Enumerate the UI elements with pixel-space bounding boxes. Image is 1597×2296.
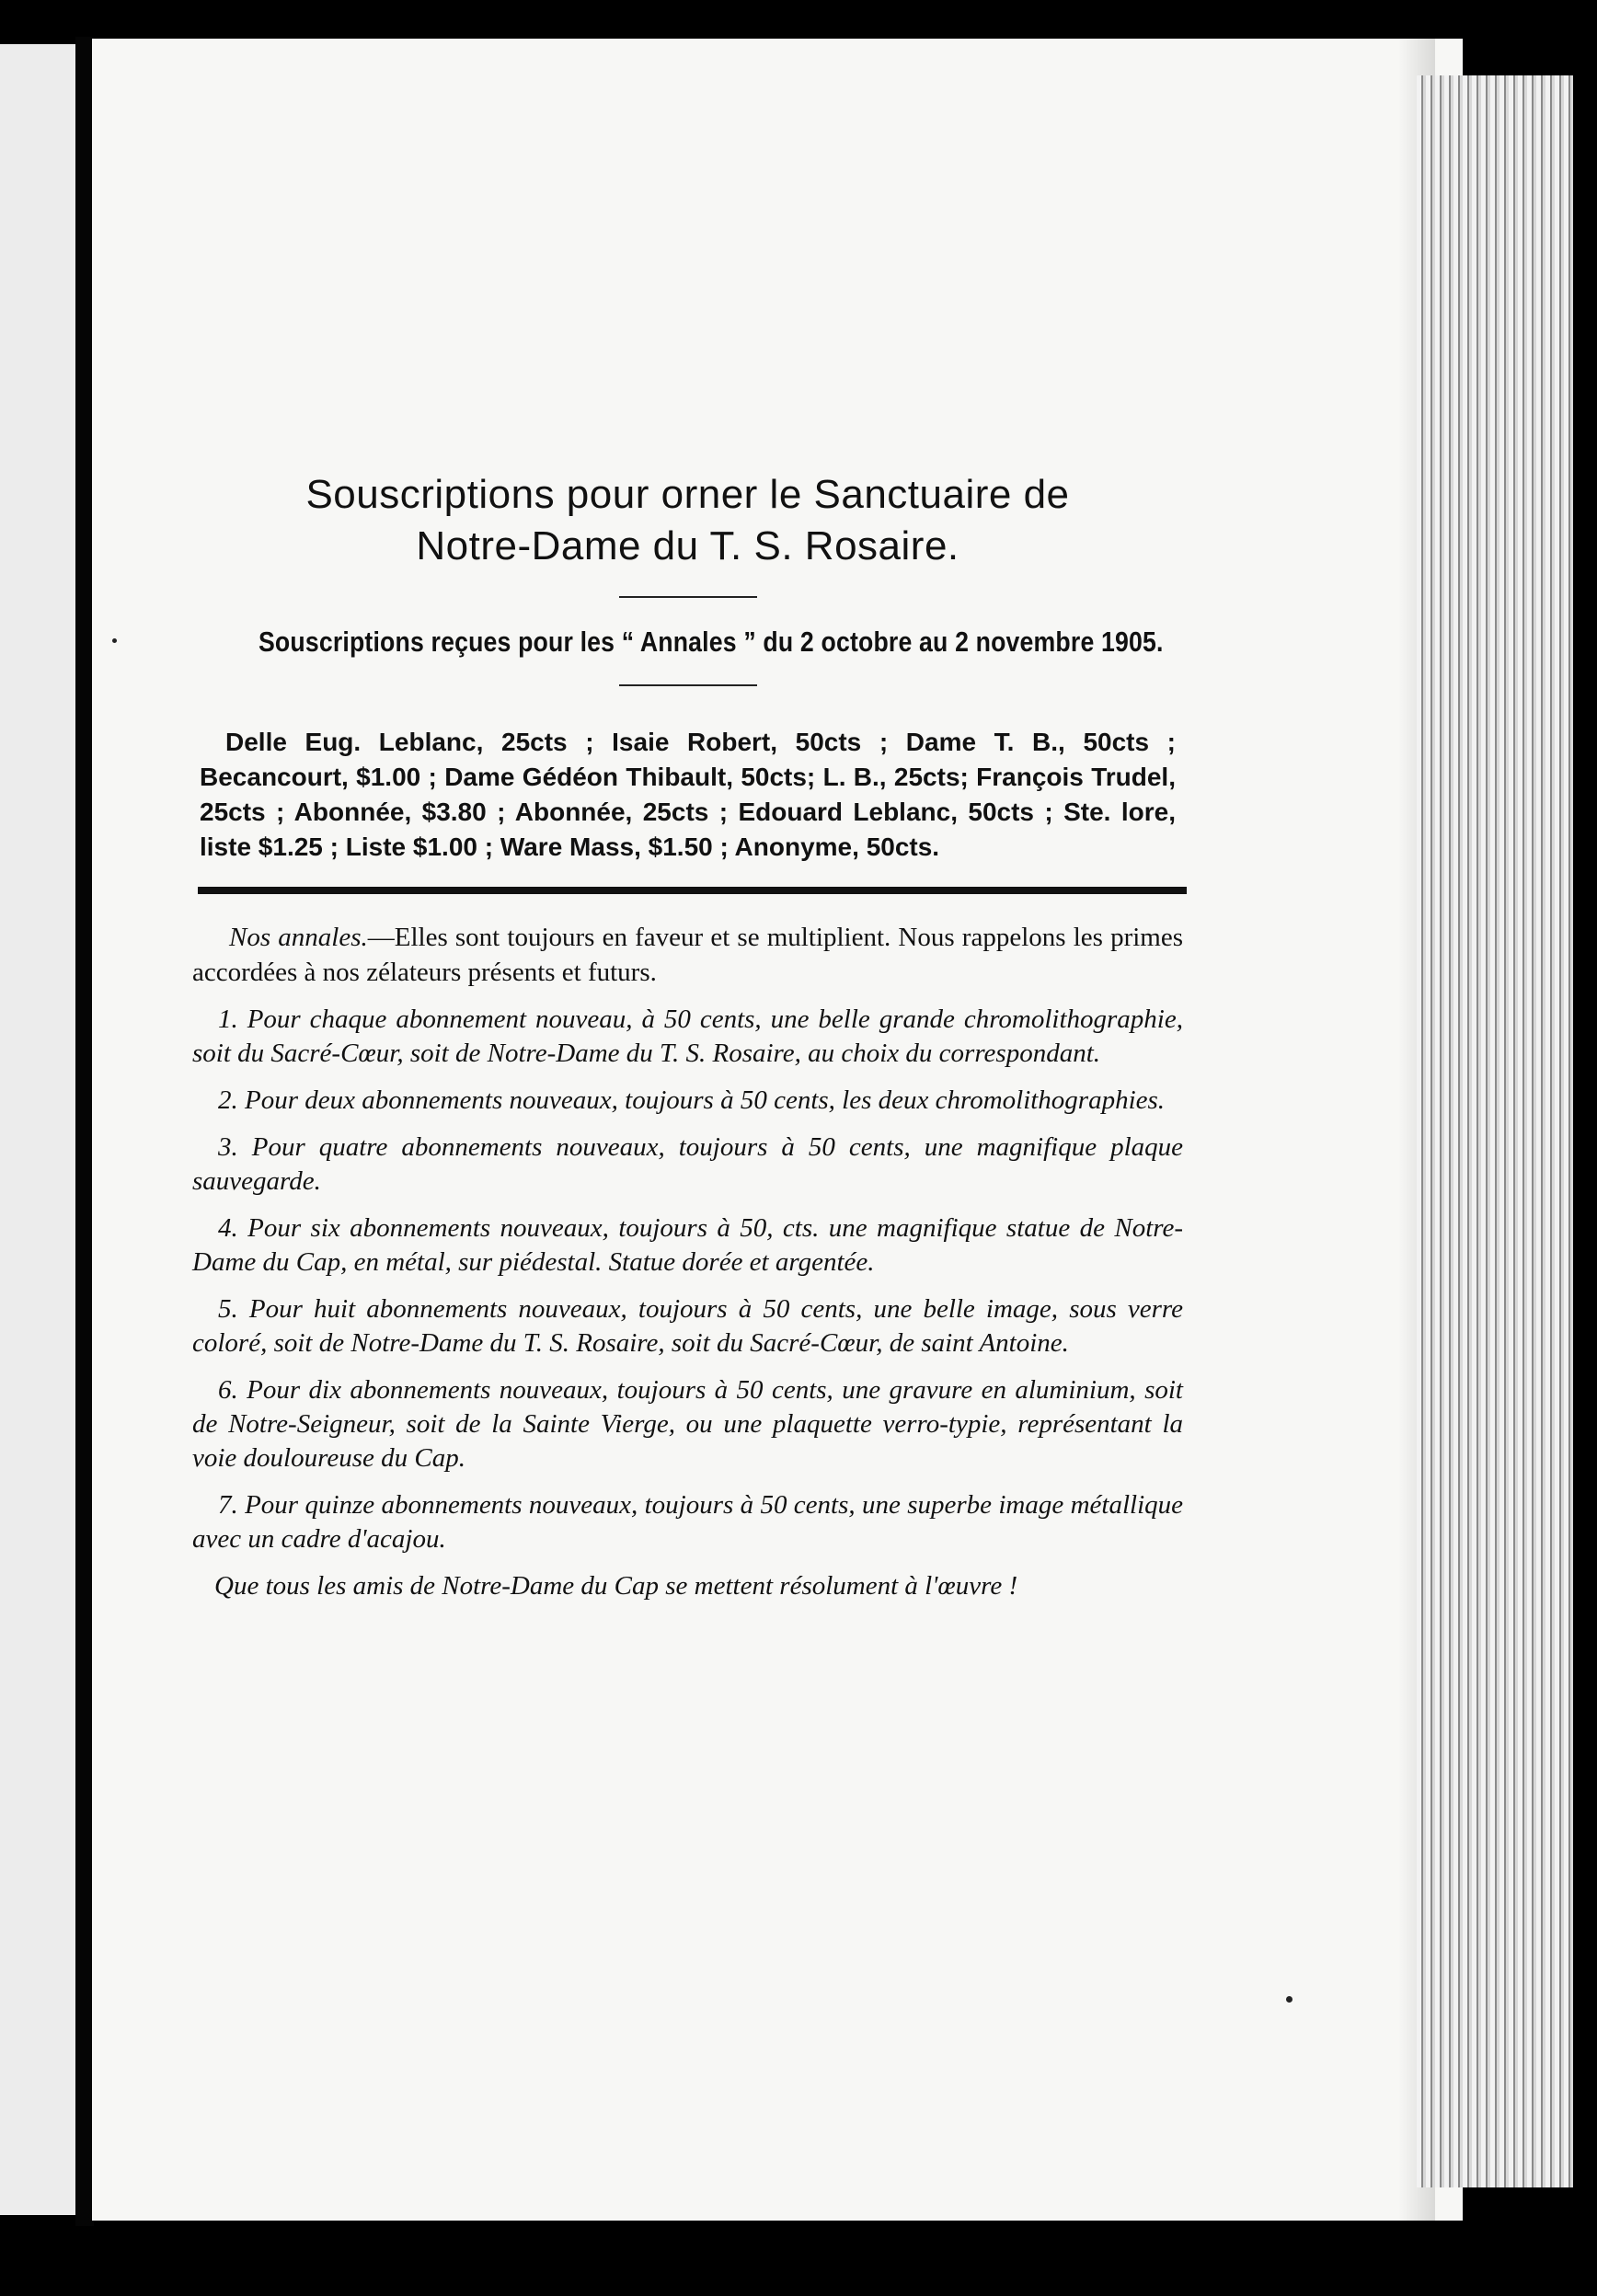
closing-exhortation: Que tous les amis de Notre-Dame du Cap se mettent résolument à l'œuvre ! bbox=[214, 1571, 1018, 1601]
thick-rule bbox=[198, 887, 1187, 894]
divider bbox=[619, 596, 757, 598]
divider bbox=[619, 684, 757, 686]
annales-paragraph bbox=[192, 920, 1183, 990]
page-stack-edges bbox=[1417, 75, 1573, 2187]
premium-item: 4. Pour six abonnements nouveaux, toujours à 50, cts. une magnifique statue de Notre-Dame du Cap, en métal, sur piédestal. Statue dorée et argentée. bbox=[192, 1213, 1183, 1277]
premium-item: 3. Pour quatre abonnements nouveaux, toujours à 50 cents, une magnifique plaque sauvegarde. bbox=[192, 1132, 1183, 1196]
book-gutter bbox=[75, 37, 94, 2226]
annales-text: —Elles sont toujours en faveur et se multiplient. Nous rappelons les primes accordées à nos zélateurs présents et futurs. bbox=[192, 923, 1183, 987]
page-title bbox=[189, 469, 1187, 572]
paper-speck bbox=[1286, 1996, 1293, 2003]
title-line-2: Notre-Dame du T. S. Rosaire. bbox=[416, 523, 959, 568]
title-line-1: Souscriptions pour orner le Sanctuaire de bbox=[305, 472, 1070, 517]
premium-item: 1. Pour chaque abonnement nouveau, à 50 cents, une belle grande chromolithographie, soit du Sacré-Cœur, soit de Notre-Dame du T. S. Rosaire, au choix du correspondant. bbox=[192, 1004, 1183, 1068]
premium-item: 6. Pour dix abonnements nouveaux, toujours à 50 cents, une gravure en aluminium, soit de Notre-Seigneur, soit de la Sainte Vierge, ou une plaquette verro-typie, représentant la voie douloureuse du Cap. bbox=[192, 1375, 1183, 1473]
premium-item: 2. Pour deux abonnements nouveaux, toujours à 50 cents, les deux chromolithographies. bbox=[218, 1085, 1166, 1115]
premium-item: 7. Pour quinze abonnements nouveaux, toujours à 50 cents, une superbe image métallique avec un cadre d'acajou. bbox=[192, 1490, 1183, 1554]
page-content bbox=[189, 469, 1187, 1603]
left-page-edge bbox=[0, 44, 75, 2215]
paper-speck bbox=[112, 638, 117, 643]
annales-lead: Nos annales. bbox=[229, 923, 368, 952]
premium-item: 5. Pour huit abonnements nouveaux, toujours à 50 cents, une belle image, sous verre coloré, soit de Notre-Dame du T. S. Rosaire, soit du Sacré-Cœur, de saint Antoine. bbox=[192, 1294, 1183, 1358]
donor-list: Delle Eug. Leblanc, 25cts ; Isaie Robert, 50cts ; Dame T. B., 50cts ; Becancourt, $1.00 ; Dame Gédéon Thibault, 50cts; L. B., 25cts; François Trudel, 25cts ; Abonnée, $3.80 ; Abonnée, 25cts ; Edouard Leblanc, 50cts ; Ste. lore, liste $1.25 ; Liste $1.00 ; Ware Mass, $1.50 ; Anonyme, 50cts. bbox=[200, 728, 1176, 861]
premium-list bbox=[192, 1003, 1183, 1556]
subscriptions-heading: Souscriptions reçues pour les “ Annales ” du 2 octobre au 2 novembre 1905. bbox=[258, 626, 1164, 658]
